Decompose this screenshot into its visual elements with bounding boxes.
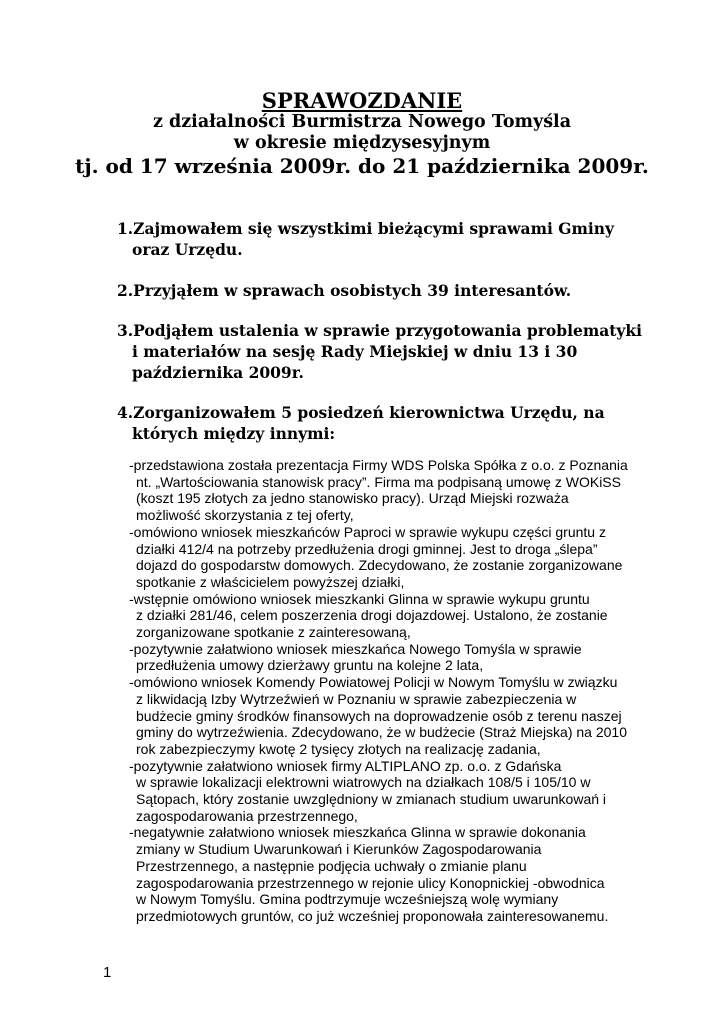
list-item [129, 758, 669, 825]
numbered-item-1 [117, 218, 617, 260]
report-period-label: w okresie międzysesyjnym [233, 133, 491, 153]
item-text: 4.Zorganizowałem 5 posiedzeń kierownictwa Urzędu, na [117, 403, 605, 422]
list-item-line: -negatywnie załatwiono wniosek mieszkańca Glinna w sprawie dokonania [129, 824, 586, 841]
report-header [0, 90, 724, 178]
numbered-item-3 [117, 320, 643, 383]
item-text: i materiałów na sesję Rady Miejskiej w dniu 13 i 30 [132, 342, 578, 361]
list-item-line: -omówiono wniosek Komendy Powiatowej Policji w Nowym Tomyślu w związku [129, 674, 618, 691]
list-item-line: w Nowym Tomyślu. Gmina podtrzymuje wcześniejszą wolę wymiany [136, 891, 559, 908]
list-item-line: działki 412/4 na potrzeby przedłużenia drogi gminnej. Jest to droga „ślepa” [136, 540, 598, 557]
list-item-line: zorganizowane spotkanie z zainteresowaną, [136, 624, 411, 641]
list-item [129, 524, 669, 591]
list-item-line: -pozytywnie załatwiono wniosek mieszkańca Nowego Tomyśla w sprawie [129, 640, 582, 657]
report-subtitle: z działalności Burmistrza Nowego Tomyśla [152, 112, 572, 132]
list-item-line: nt. „Wartościowania stanowisk pracy”. Firma ma podpisaną umowę z WOKiSS [136, 473, 621, 490]
item-text: 2.Przyjąłem w sprawach osobistych 39 interesantów. [117, 281, 572, 300]
list-item-line: -przedstawiona została prezentacja Firmy WDS Polska Spółka z o.o. z Poznania [129, 457, 628, 473]
list-item [129, 674, 669, 758]
list-item-line: przedmiotowych gruntów, co już wcześniej proponowała zainteresowanemu. [136, 907, 609, 924]
list-item-line: zagospodarowania przestrzennego w rejonie ulicy Konopnickiej -obwodnica [136, 874, 605, 891]
list-item-line: możliwość skorzystania z tej oferty, [136, 507, 354, 524]
list-item-line: -pozytywnie załatwiono wniosek firmy ALTIPLANO zp. o.o. z Gdańska [129, 757, 562, 774]
list-item-line: Przestrzennego, a następnie podjęcia uchwały o zmianie planu [136, 857, 527, 874]
list-item-line: rok zabezpieczymy kwotę 2 tysięcy złotych na realizację zadania, [136, 740, 541, 757]
page-number: 1 [103, 964, 112, 981]
list-item-line: dojazd do gospodarstw domowych. Zdecydowano, że zostanie zorganizowane [136, 557, 623, 574]
meeting-outcomes-list [129, 457, 669, 925]
item-text: 3.Podjąłem ustalenia w sprawie przygotowania problematyki [117, 321, 643, 340]
list-item-line: budżecie gminy środków finansowych na doprowadzenie osób z terenu naszej [136, 707, 622, 724]
list-item-line: spotkanie z właścicielem powyższej działki, [136, 573, 405, 590]
numbered-item-2 [117, 280, 617, 301]
item-text: 1.Zajmowałem się wszystkimi bieżącymi sprawami Gminy [117, 219, 615, 238]
report-title: SPRAWOZDANIE [261, 88, 463, 113]
list-item-line: -omówiono wniosek mieszkańców Paproci w sprawie wykupu części gruntu z [129, 523, 606, 540]
list-item-line: z likwidacją Izby Wytrzeźwień w Poznaniu w sprawie zabezpieczenia w [136, 690, 577, 707]
report-date-range: tj. od 17 września 2009r. do 21 października 2009r. [75, 154, 649, 178]
list-item-line: (koszt 195 złotych za jedno stanowisko pracy). Urząd Miejski rozważa [136, 490, 569, 507]
list-item-line: gminy do wytrzeźwienia. Zdecydowano, że w budżecie (Straż Miejska) na 2010 [136, 724, 628, 741]
item-text: oraz Urzędu. [132, 240, 243, 259]
list-item-line: Sątopach, który zostanie uwzględniony w zmianach studium uwarunkowań i [136, 791, 607, 808]
list-item [129, 457, 669, 524]
list-item-line: w sprawie lokalizacji elektrowni wiatrowych na działkach 108/5 i 105/10 w [136, 774, 591, 791]
list-item-line: z działki 281/46, celem poszerzenia drogi dojazdowej. Ustalono, że zostanie [136, 607, 608, 624]
list-item-line: zagospodarowania przestrzennego, [136, 807, 358, 824]
item-text: października 2009r. [132, 363, 304, 382]
list-item-line: przedłużenia umowy dzierżawy gruntu na kolejne 2 lata, [136, 657, 484, 674]
list-item-line: zmiany w Studium Uwarunkowań i Kierunków Zagospodarowania [136, 841, 542, 858]
numbered-item-4 [117, 402, 617, 444]
item-text: których między innymi: [132, 424, 336, 443]
list-item-line: -wstępnie omówiono wniosek mieszkanki Glinna w sprawie wykupu gruntu [129, 590, 590, 607]
list-item [129, 641, 669, 674]
list-item [129, 591, 669, 641]
list-item [129, 824, 669, 924]
